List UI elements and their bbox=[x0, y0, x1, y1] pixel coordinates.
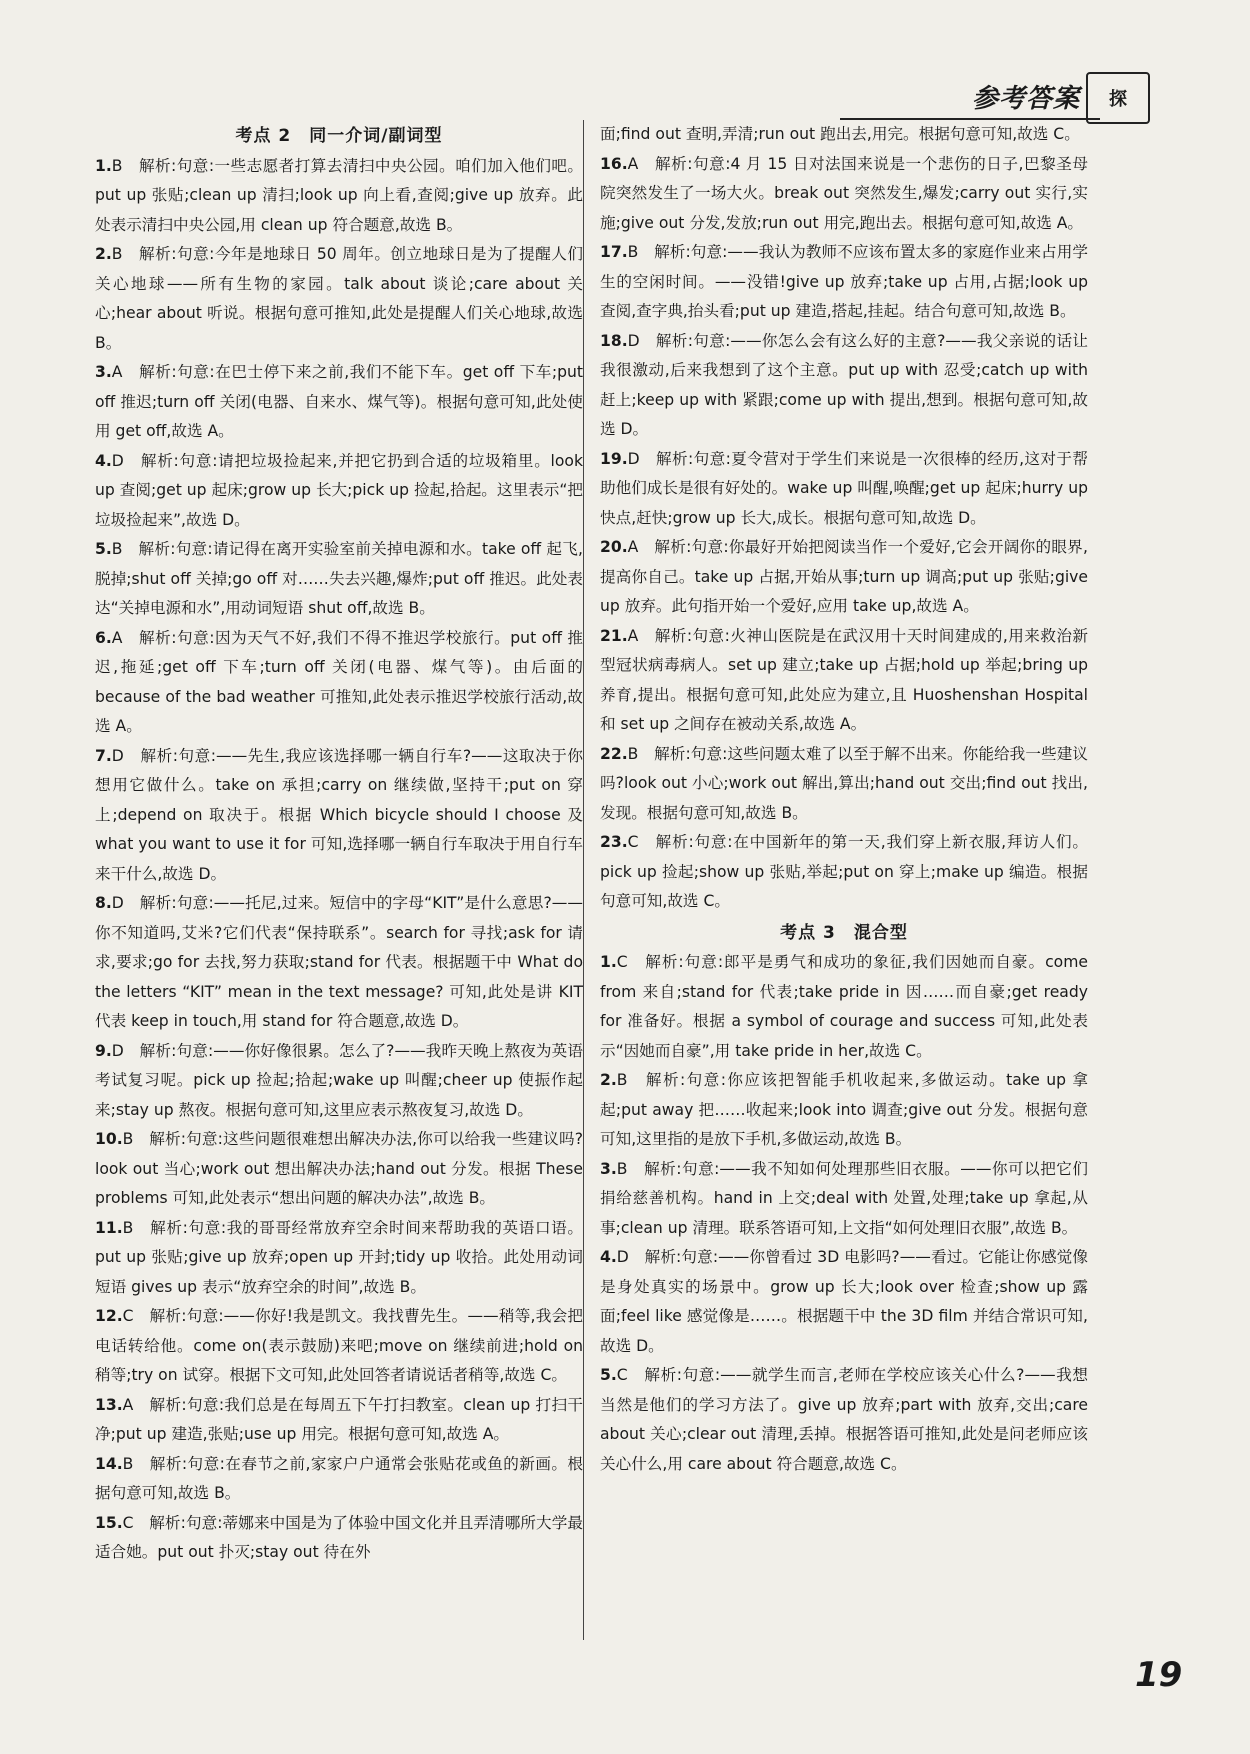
right-answer-list-a bbox=[600, 120, 1088, 917]
answer-number: 4. bbox=[95, 451, 112, 470]
column-divider bbox=[583, 120, 584, 1640]
answer-text: A 解析:句意:火神山医院是在武汉用十天时间建成的,用来救治新型冠状病毒病人。set up 建立;take up 占据;hold up 举起;bring up 养育,提出。根据句意可知,此处应为建立,且 Huoshenshan Hospital 和 set up 之间存在被动关系,故选 A。 bbox=[600, 626, 1088, 733]
answer-number: 5. bbox=[600, 1366, 617, 1384]
answer-number: 8. bbox=[95, 894, 112, 912]
answer-item bbox=[600, 445, 1088, 534]
answer-text: D 解析:句意:——先生,我应该选择哪一辆自行车?——这取决于你想用它做什么。take on 承担;carry on 继续做,坚持干;put on 穿上;depend on 取决于。根据 Which bicycle should I choose 及 what you want to use it for 可知,选择哪一辆自行车取决于用自行车来干什么,故选 D。 bbox=[95, 746, 583, 883]
answer-text: C 解析:句意:——你好!我是凯文。我找曹先生。——稍等,我会把电话转给他。come on(表示鼓励)来吧;move on 继续前进;hold on 稍等;try on 试穿。根据下文可知,此处回答者请说话者稍等,故选 C。 bbox=[95, 1307, 583, 1384]
section-title-3: 考点 3 混合型 bbox=[780, 922, 908, 943]
answer-text: B 解析:句意:今年是地球日 50 周年。创立地球日是为了提醒人们关心地球——所有生物的家园。talk about 谈论;care about 关心;hear about 听说。根据句意可推知,此处是提醒人们关心地球,故选 B。 bbox=[95, 245, 583, 352]
answer-number: 11. bbox=[95, 1218, 123, 1237]
section-title-2: 考点 2 同一介词/副词型 bbox=[235, 126, 443, 146]
answer-number: 6. bbox=[95, 628, 112, 647]
answer-item bbox=[95, 447, 583, 536]
answer-number: 4. bbox=[600, 1248, 617, 1266]
answer-item bbox=[600, 948, 1088, 1066]
answer-item bbox=[95, 535, 583, 624]
answer-item bbox=[95, 152, 583, 241]
answer-item bbox=[600, 120, 1088, 150]
answer-text: B 解析:句意:——我不知如何处理那些旧衣服。——你可以把它们捐给慈善机构。hand in 上交;deal with 处置,处理;take up 拿起,从事;clean up 清理。联系答语可知,上文指“如何处理旧衣服”,故选 B。 bbox=[600, 1159, 1088, 1237]
answer-item bbox=[95, 1302, 583, 1391]
answer-number: 5. bbox=[95, 540, 112, 558]
page-number: 19 bbox=[1135, 1655, 1183, 1695]
answer-text: A 解析:句意:因为天气不好,我们不得不推迟学校旅行。put off 推迟,拖延;get off 下车;turn off 关闭(电器、煤气等)。由后面的 because of the bad weather 可推知,此处表示推迟学校旅行活动,故选 A。 bbox=[95, 628, 583, 735]
answer-text: C 解析:句意:——就学生而言,老师在学校应该关心什么?——我想当然是他们的学习方法了。give up 放弃;part with 放弃,交出;care about 关心;clear out 清理,丢掉。根据答语可推知,此处是问老师应该关心什么,用 care about 符合题意,故选 C。 bbox=[600, 1366, 1088, 1473]
answer-item bbox=[95, 240, 583, 358]
answer-number: 15. bbox=[95, 1513, 123, 1532]
answer-number: 14. bbox=[95, 1454, 123, 1473]
answer-text: D 解析:句意:——托尼,过来。短信中的字母“KIT”是什么意思?——你不知道吗,艾米?它们代表“保持联系”。search for 寻找;ask for 请求,要求;go for 去找,努力获取;stand for 代表。根据题干中 What do the letters “KIT” mean in the text message? 可知,此处是讲 KIT 代表 keep in touch,用 stand for 符合题意,故选 D。 bbox=[95, 894, 583, 1030]
answer-text: A 解析:句意:你最好开始把阅读当作一个爱好,它会开阔你的眼界,提高你自己。take up 占据,开始从事;turn up 调高;put up 张贴;give up 放弃。此句指开始一个爱好,应用 take up,故选 A。 bbox=[600, 538, 1088, 615]
answer-number: 21. bbox=[600, 626, 628, 645]
answer-text: D 解析:句意:夏令营对于学生们来说是一次很棒的经历,这对于帮助他们成长是很有好处的。wake up 叫醒,唤醒;get up 起床;hurry up 快点,赶快;grow up 长大,成长。根据句意可知,故选 D。 bbox=[600, 449, 1088, 527]
answer-item bbox=[95, 1450, 583, 1509]
answer-text: B 解析:句意:你应该把智能手机收起来,多做运动。take up 拿起;put away 把……收起来;look into 调查;give out 分发。根据句意可知,这里指的是放下手机,多做运动,故选 B。 bbox=[600, 1071, 1088, 1148]
header-title: 参考答案 bbox=[971, 84, 1080, 114]
answer-item bbox=[95, 1391, 583, 1450]
answer-number: 2. bbox=[95, 245, 112, 263]
answer-text: B 解析:句意:在春节之前,家家户户通常会张贴花或鱼的新画。根据句意可知,故选 B。 bbox=[95, 1454, 583, 1502]
answer-number: 1. bbox=[600, 953, 617, 971]
answer-number: 20. bbox=[600, 538, 628, 556]
answer-text: A 解析:句意:我们总是在每周五下午打扫教室。clean up 打扫干净;put up 建造,张贴;use up 用完。根据句意可知,故选 A。 bbox=[95, 1395, 583, 1443]
answer-number: 16. bbox=[600, 154, 628, 173]
answer-item bbox=[95, 624, 583, 742]
answer-text: A 解析:句意:在巴士停下来之前,我们不能下车。get off 下车;put off 推迟;turn off 关闭(电器、自来水、煤气等)。根据句意可知,此处使用 get off,故选 A。 bbox=[95, 363, 583, 440]
answer-text: B 解析:句意:我的哥哥经常放弃空余时间来帮助我的英语口语。put up 张贴;give up 放弃;open up 开封;tidy up 收拾。此处用动词短语 gives up 表示“放弃空余的时间”,故选 B。 bbox=[95, 1218, 583, 1296]
answer-item bbox=[95, 742, 583, 890]
answer-item bbox=[600, 1243, 1088, 1361]
answer-item bbox=[600, 828, 1088, 917]
answer-text: D 解析:句意:请把垃圾捡起来,并把它扔到合适的垃圾箱里。look up 查阅;get up 起床;grow up 长大;pick up 捡起,拾起。这里表示“把垃圾捡起来”,故选 D。 bbox=[95, 451, 583, 529]
answer-number: 17. bbox=[600, 243, 628, 261]
answer-text: C 解析:句意:郎平是勇气和成功的象征,我们因她而自豪。come from 来自;stand for 代表;take pride in 因……而自豪;get ready for 准备好。根据 a symbol of courage and success 可知,此处表示“因她而自豪”,用 take pride in her,故选 C。 bbox=[600, 953, 1088, 1060]
answer-number: 3. bbox=[95, 363, 112, 381]
answer-item bbox=[600, 150, 1088, 239]
answer-text: D 解析:句意:——你怎么会有这么好的主意?——我父亲说的话让我很激动,后来我想到了这个主意。put up with 忍受;catch up with 赶上;keep up with 紧跟;come up with 提出,想到。根据句意可知,故选 D。 bbox=[600, 331, 1088, 438]
answer-number: 18. bbox=[600, 331, 628, 350]
answer-item bbox=[600, 238, 1088, 327]
answer-number: 22. bbox=[600, 744, 628, 763]
answer-text: C 解析:句意:在中国新年的第一天,我们穿上新衣服,拜访人们。pick up 捡起;show up 张贴,举起;put on 穿上;make up 编造。根据句意可知,故选 C。 bbox=[600, 833, 1088, 910]
answer-number: 13. bbox=[95, 1395, 123, 1414]
answer-number: 12. bbox=[95, 1307, 123, 1325]
answer-text: D 解析:句意:——你曾看过 3D 电影吗?——看过。它能让你感觉像是身处真实的场景中。grow up 长大;look over 检查;show up 露面;feel like 感觉像是……。根据题干中 the 3D film 并结合常识可知,故选 D。 bbox=[600, 1248, 1088, 1355]
answer-text: 面;find out 查明,弄清;run out 跑出去,用完。根据句意可知,故选 C。 bbox=[600, 125, 1080, 143]
answer-item bbox=[95, 1037, 583, 1126]
answer-number: 9. bbox=[95, 1041, 112, 1060]
answer-text: B 解析:句意:一些志愿者打算去清扫中央公园。咱们加入他们吧。put up 张贴;clean up 清扫;look up 向上看,查阅;give up 放弃。此处表示清扫中央公园,用 clean up 符合题意,故选 B。 bbox=[95, 156, 583, 234]
answer-item bbox=[600, 740, 1088, 829]
answer-item bbox=[600, 1155, 1088, 1244]
answer-text: B 解析:句意:——我认为教师不应该布置太多的家庭作业来占用学生的空闲时间。——没错!give up 放弃;take up 占用,占据;look up 查阅,查字典,抬头看;put up 建造,搭起,挂起。结合句意可知,故选 B。 bbox=[600, 243, 1088, 320]
answer-item bbox=[600, 1066, 1088, 1155]
left-column bbox=[95, 120, 583, 1568]
logo-icon: 探 bbox=[1086, 72, 1150, 124]
answer-number: 10. bbox=[95, 1130, 123, 1148]
answer-item bbox=[95, 1509, 583, 1568]
answer-item bbox=[95, 1214, 583, 1303]
answer-number: 3. bbox=[600, 1159, 617, 1178]
answer-text: D 解析:句意:——你好像很累。怎么了?——我昨天晚上熬夜为英语考试复习呢。pick up 捡起;拾起;wake up 叫醒;cheer up 使振作起来;stay up 熬夜。根据句意可知,这里应表示熬夜复习,故选 D。 bbox=[95, 1041, 583, 1119]
answer-item bbox=[95, 1125, 583, 1214]
answer-text: B 解析:句意:这些问题很难想出解决办法,你可以给我一些建议吗?look out 当心;work out 想出解决办法;hand out 分发。根据 These problems 可知,此处表示“想出问题的解决办法”,故选 B。 bbox=[95, 1130, 583, 1207]
answer-item bbox=[600, 622, 1088, 740]
right-column bbox=[600, 120, 1088, 1479]
answer-number: 19. bbox=[600, 449, 628, 468]
answer-text: A 解析:句意:4 月 15 日对法国来说是一个悲伤的日子,巴黎圣母院突然发生了一场大火。break out 突然发生,爆发;carry out 实行,实施;give out 分发,发放;run out 用完,跑出去。根据句意可知,故选 A。 bbox=[600, 154, 1088, 232]
answer-number: 2. bbox=[600, 1071, 617, 1089]
answer-item bbox=[600, 1361, 1088, 1479]
answer-item bbox=[600, 533, 1088, 622]
answer-text: C 解析:句意:蒂娜来中国是为了体验中国文化并且弄清哪所大学最适合她。put out 扑灭;stay out 待在外 bbox=[95, 1513, 583, 1561]
answer-item bbox=[95, 358, 583, 447]
right-answer-list-b bbox=[600, 948, 1088, 1479]
answer-text: B 解析:句意:请记得在离开实验室前关掉电源和水。take off 起飞,脱掉;shut off 关掉;go off 对……失去兴趣,爆炸;put off 推迟。此处表达“关掉电源和水”,用动词短语 shut off,故选 B。 bbox=[95, 540, 583, 617]
answer-number: 23. bbox=[600, 833, 628, 851]
answer-number: 1. bbox=[95, 156, 112, 175]
answer-item bbox=[600, 327, 1088, 445]
answer-item bbox=[95, 889, 583, 1037]
left-answer-list bbox=[95, 152, 583, 1568]
answer-number: 7. bbox=[95, 746, 112, 765]
answer-text: B 解析:句意:这些问题太难了以至于解不出来。你能给我一些建议吗?look out 小心;work out 解出,算出;hand out 交出;find out 找出,发现。根据句意可知,故选 B。 bbox=[600, 744, 1088, 822]
